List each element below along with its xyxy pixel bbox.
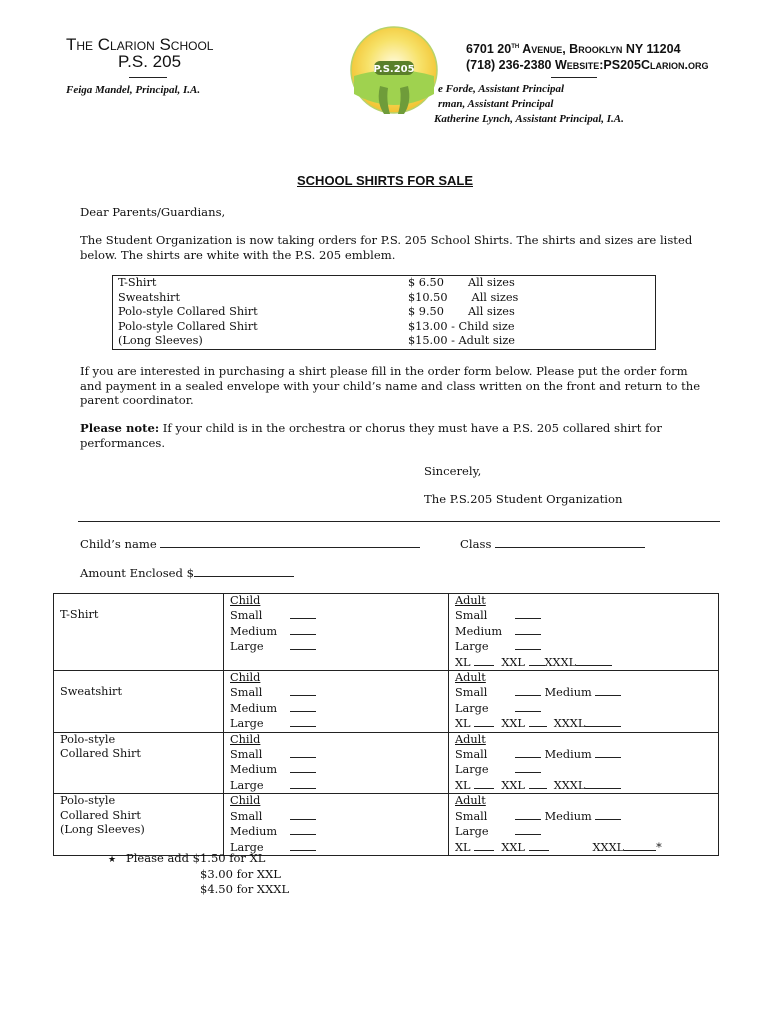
- item-label: Collared Shirt: [60, 808, 141, 822]
- cut-line: [78, 521, 720, 522]
- class-input[interactable]: [495, 537, 645, 548]
- size-label: Large: [455, 701, 489, 715]
- note-line: Please add $1.50 for XL: [126, 851, 266, 865]
- size-label: XXXL: [553, 778, 586, 792]
- price-row: [113, 276, 656, 291]
- qty-blank[interactable]: [290, 809, 316, 820]
- qty-blank[interactable]: [515, 824, 541, 835]
- size-label: Small: [455, 748, 488, 762]
- school-logo: [346, 24, 442, 118]
- qty-blank[interactable]: [624, 840, 656, 851]
- please-note-label: Please note:: [80, 421, 160, 435]
- qty-blank[interactable]: [515, 639, 541, 650]
- size-label: XXL: [501, 717, 525, 731]
- address-street: Avenue, Brooklyn NY 11204: [519, 42, 681, 57]
- qty-blank[interactable]: [515, 685, 541, 696]
- qty-blank[interactable]: [529, 716, 547, 727]
- price-row: [113, 334, 656, 349]
- logo-text: P.S.205: [373, 64, 415, 75]
- order-item: [54, 732, 224, 794]
- size-label: Large: [230, 717, 264, 731]
- star-icon: ★: [108, 855, 117, 865]
- qty-blank[interactable]: [515, 762, 541, 773]
- qty-blank[interactable]: [585, 716, 621, 727]
- note-line: $3.00 for XXL: [200, 867, 281, 882]
- assistant-principals: [434, 82, 624, 127]
- size-label: XXXL: [553, 717, 586, 731]
- price-row: [113, 291, 656, 306]
- adult-sizes: [449, 671, 719, 733]
- order-table: [53, 593, 719, 856]
- size-label: Medium: [544, 809, 592, 823]
- size-label: Large: [455, 763, 489, 777]
- address-ordinal: th: [511, 41, 520, 50]
- order-item: [54, 594, 224, 671]
- size-label: XL: [455, 840, 471, 854]
- principal-name: Feiga Mandel, Principal, I.A.: [66, 84, 201, 96]
- item-label: Sweatshirt: [60, 685, 122, 699]
- size-label: Large: [455, 640, 489, 654]
- child-heading: Child: [230, 794, 261, 808]
- qty-blank[interactable]: [290, 824, 316, 835]
- please-note: [80, 421, 710, 450]
- page-title: SCHOOL SHIRTS FOR SALE: [297, 173, 473, 188]
- size-label: Small: [455, 609, 488, 623]
- asterisk-marker: *: [656, 840, 662, 854]
- order-item: [54, 671, 224, 733]
- size-label: Large: [230, 640, 264, 654]
- phone-website: (718) 236-2380 Website:PS205Clarion.org: [466, 58, 709, 73]
- price-value: $15.00 - Adult size: [408, 334, 515, 348]
- child-name-label: Child’s name: [80, 537, 157, 551]
- amount-field: [80, 566, 380, 581]
- school-name: The Clarion School: [66, 35, 214, 54]
- qty-blank[interactable]: [576, 655, 612, 666]
- adult-heading: Adult: [455, 732, 486, 746]
- item-label: (Long Sleeves): [60, 823, 145, 837]
- price-item: T-Shirt: [118, 276, 157, 289]
- size-label: XL: [455, 717, 471, 731]
- size-label: XXXL: [592, 840, 625, 854]
- size-label: XXL: [501, 840, 525, 854]
- price-row: [113, 305, 656, 320]
- closing: Sincerely,: [424, 464, 482, 478]
- size-label: XXL: [501, 778, 525, 792]
- qty-blank[interactable]: [474, 840, 494, 851]
- school-code: P.S. 205: [118, 52, 182, 71]
- address-block: [466, 38, 708, 73]
- child-sizes: [224, 671, 449, 733]
- qty-blank[interactable]: [290, 624, 316, 635]
- size-label: XXXL: [544, 655, 577, 669]
- price-row: [113, 320, 656, 335]
- item-label: T-Shirt: [60, 608, 99, 622]
- qty-blank[interactable]: [290, 747, 316, 758]
- size-label: Small: [230, 609, 263, 623]
- size-label: Medium: [544, 686, 592, 700]
- child-heading: Child: [230, 594, 261, 607]
- price-item: Polo-style Collared Shirt: [118, 319, 258, 333]
- size-label: Medium: [230, 624, 278, 638]
- qty-blank[interactable]: [290, 685, 316, 696]
- qty-blank[interactable]: [595, 809, 621, 820]
- qty-blank[interactable]: [290, 778, 316, 789]
- price-item: (Long Sleeves): [118, 334, 203, 348]
- qty-blank[interactable]: [529, 840, 549, 851]
- qty-blank[interactable]: [290, 840, 316, 851]
- order-row-sweatshirt: [54, 671, 719, 733]
- qty-blank[interactable]: [585, 778, 621, 789]
- adult-sizes: [449, 732, 719, 794]
- adult-heading: Adult: [455, 794, 486, 808]
- qty-blank[interactable]: [515, 809, 541, 820]
- qty-blank[interactable]: [529, 778, 547, 789]
- qty-blank[interactable]: [529, 655, 545, 666]
- size-label: Large: [230, 778, 264, 792]
- size-label: Medium: [455, 624, 503, 638]
- size-label: Medium: [230, 825, 278, 839]
- child-heading: Child: [230, 732, 261, 746]
- address-line: [466, 38, 708, 57]
- size-label: Small: [230, 748, 263, 762]
- greeting: Dear Parents/Guardians,: [80, 205, 226, 219]
- class-field: [460, 537, 710, 552]
- right-header-rule: [551, 77, 597, 78]
- qty-blank[interactable]: [290, 701, 316, 712]
- child-name-field: [80, 537, 460, 552]
- size-label: Small: [455, 809, 488, 823]
- size-label: Small: [230, 809, 263, 823]
- price-table: [112, 275, 656, 350]
- size-label: Medium: [230, 701, 278, 715]
- item-label: Polo-style: [60, 732, 116, 746]
- price-value: $ 6.50 All sizes: [408, 276, 515, 289]
- size-label: Medium: [230, 763, 278, 777]
- order-row-polo: [54, 732, 719, 794]
- qty-blank[interactable]: [515, 701, 541, 712]
- size-label: XL: [455, 778, 471, 792]
- amount-input[interactable]: [194, 566, 294, 577]
- size-label: Medium: [544, 748, 592, 762]
- qty-blank[interactable]: [474, 716, 494, 727]
- qty-blank[interactable]: [515, 624, 541, 635]
- adult-heading: Adult: [455, 671, 486, 685]
- assistant-3: Katherine Lynch, Assistant Principal, I.A.: [434, 113, 624, 125]
- qty-blank[interactable]: [595, 685, 621, 696]
- qty-blank[interactable]: [515, 608, 541, 619]
- item-label: Polo-style: [60, 794, 116, 808]
- adult-sizes: [449, 594, 719, 671]
- note-line: $4.50 for XXXL: [200, 881, 290, 896]
- school-name-block: [66, 36, 213, 70]
- price-value: $13.00 - Child size: [408, 319, 515, 333]
- order-item: [54, 794, 224, 856]
- size-label: Small: [230, 686, 263, 700]
- child-sizes: [224, 732, 449, 794]
- qty-blank[interactable]: [515, 747, 541, 758]
- size-label: Large: [230, 840, 264, 854]
- item-label: Collared Shirt: [60, 747, 141, 761]
- size-label: XL: [455, 655, 471, 669]
- size-label: Small: [455, 686, 488, 700]
- qty-blank[interactable]: [290, 762, 316, 773]
- qty-blank[interactable]: [474, 778, 494, 789]
- size-label: XXL: [501, 655, 525, 669]
- qty-blank[interactable]: [595, 747, 621, 758]
- child-sizes: [224, 794, 449, 856]
- assistant-2: rman, Assistant Principal: [438, 98, 554, 110]
- qty-blank[interactable]: [290, 608, 316, 619]
- intro-paragraph: The Student Organization is now taking orders for P.S. 205 School Shirts. The shirts and sizes are listed below. The shirts are white with the P.S. 205 emblem.: [80, 233, 693, 262]
- left-header-rule: [129, 77, 167, 78]
- child-name-input[interactable]: [160, 537, 420, 548]
- child-heading: Child: [230, 671, 261, 685]
- size-label: Large: [455, 825, 489, 839]
- qty-blank[interactable]: [474, 655, 494, 666]
- order-row-tshirt: [54, 594, 719, 671]
- surcharge-note: [108, 851, 289, 896]
- price-value: $ 9.50 All sizes: [408, 305, 515, 319]
- price-value: $10.50 All sizes: [408, 290, 519, 304]
- adult-heading: Adult: [455, 594, 486, 607]
- price-item: Polo-style Collared Shirt: [118, 305, 258, 319]
- signature: The P.S.205 Student Organization: [424, 492, 623, 506]
- instructions-paragraph: If you are interested in purchasing a shirt please fill in the order form below. Please put the order form and payment in a sealed envelope with your child’s name and class written on the front and return to the parent coordinator.: [80, 364, 701, 408]
- address-number: 6701 20: [466, 42, 512, 57]
- child-sizes: [224, 594, 449, 671]
- order-row-polo-long: [54, 794, 719, 856]
- class-label: Class: [460, 537, 492, 551]
- amount-label: Amount Enclosed $: [80, 566, 195, 580]
- adult-sizes: [449, 794, 719, 856]
- qty-blank[interactable]: [290, 716, 316, 727]
- price-item: Sweatshirt: [118, 290, 180, 304]
- qty-blank[interactable]: [290, 639, 316, 650]
- assistant-1: e Forde, Assistant Principal: [438, 83, 565, 95]
- please-note-text: If your child is in the orchestra or chorus they must have a P.S. 205 collared shirt for performances.: [80, 421, 662, 450]
